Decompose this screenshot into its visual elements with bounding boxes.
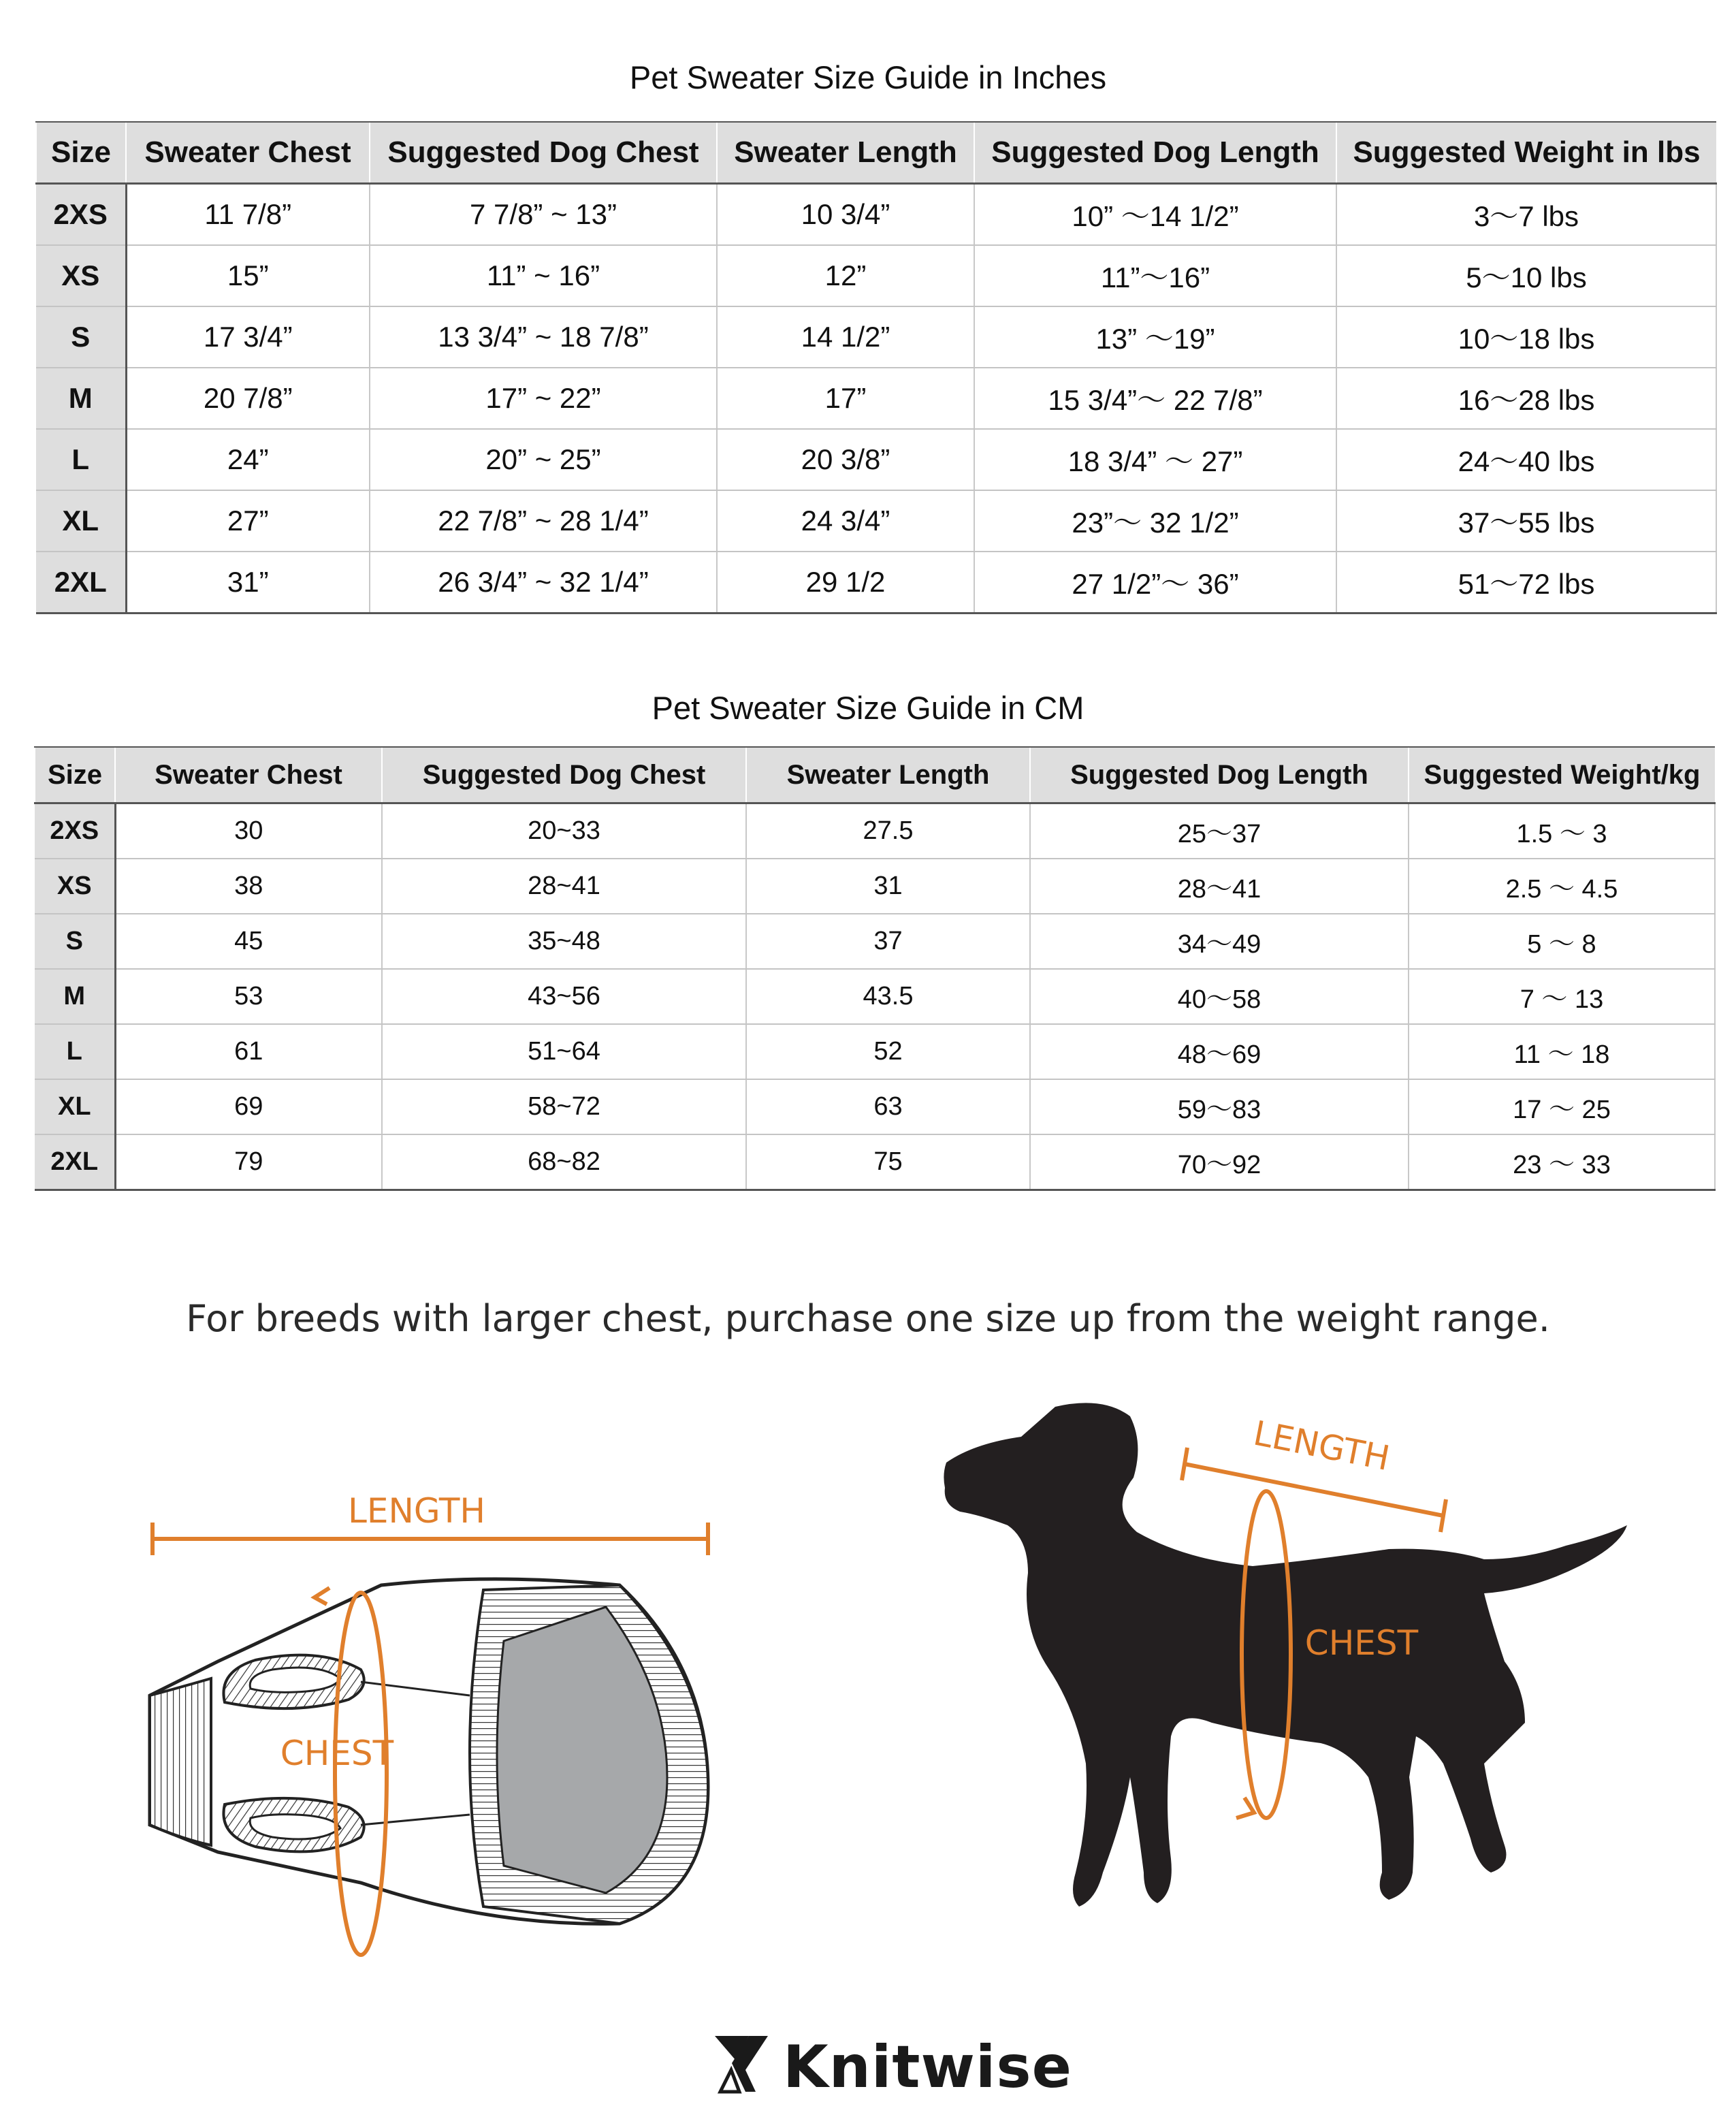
table-cell: 7 ～ 13 [1409, 969, 1715, 1024]
table-cell: 24～40 lbs [1336, 429, 1716, 490]
cm-table-body [35, 803, 1715, 1190]
table-cell: 20” ~ 25” [370, 429, 717, 490]
table-cell: 14 1/2” [717, 306, 974, 368]
table-cell: 63 [746, 1079, 1030, 1134]
table-cell: 28~41 [382, 859, 746, 914]
table-cell: 40～58 [1030, 969, 1409, 1024]
header-row [35, 747, 1715, 803]
table-cell: 37 [746, 914, 1030, 969]
inches-table-header [36, 122, 1716, 184]
column-header: Suggested Dog Length [1030, 747, 1409, 803]
table-row [35, 859, 1715, 914]
size-cell: 2XL [36, 552, 126, 614]
table-cell: 43.5 [746, 969, 1030, 1024]
table-cell: 31 [746, 859, 1030, 914]
table-cell: 13” ～19” [974, 306, 1336, 368]
dog-length-label: LENGTH [1250, 1413, 1393, 1479]
size-cell: M [36, 368, 126, 429]
table-cell: 23 ～ 33 [1409, 1134, 1715, 1190]
table-row [36, 184, 1716, 246]
size-cell: M [35, 969, 115, 1024]
table-cell: 27.5 [746, 803, 1030, 859]
size-cell: L [36, 429, 126, 490]
table-cell: 45 [115, 914, 382, 969]
sweater-diagram [136, 1471, 749, 1947]
size-cell: XL [36, 490, 126, 552]
header-row [36, 122, 1716, 184]
sweater-length-label: LENGTH [348, 1491, 485, 1531]
table-cell: 27” [126, 490, 370, 552]
table-cell: 11” ~ 16” [370, 245, 717, 306]
cm-table-title: Pet Sweater Size Guide in CM [652, 690, 1084, 726]
column-header: Sweater Chest [115, 747, 382, 803]
column-header: Suggested Weight in lbs [1336, 122, 1716, 184]
table-row [36, 429, 1716, 490]
table-cell: 26 3/4” ~ 32 1/4” [370, 552, 717, 614]
table-cell: 3～7 lbs [1336, 184, 1716, 246]
table-cell: 27 1/2”～ 36” [974, 552, 1336, 614]
table-cell: 1.5 ～ 3 [1409, 803, 1715, 859]
size-cell: XL [35, 1079, 115, 1134]
table-cell: 17” [717, 368, 974, 429]
size-cell: L [35, 1024, 115, 1079]
table-cell: 15 3/4”～ 22 7/8” [974, 368, 1336, 429]
sweater-chest-label: CHEST [280, 1734, 394, 1773]
table-cell: 58~72 [382, 1079, 746, 1134]
table-cell: 28～41 [1030, 859, 1409, 914]
table-cell: 35~48 [382, 914, 746, 969]
table-cell: 17 3/4” [126, 306, 370, 368]
table-cell: 61 [115, 1024, 382, 1079]
table-cell: 7 7/8” ~ 13” [370, 184, 717, 246]
brand-name: Knitwise [783, 2033, 1072, 2101]
table-cell: 20~33 [382, 803, 746, 859]
cm-table-header [35, 747, 1715, 803]
table-cell: 31” [126, 552, 370, 614]
table-cell: 5 ～ 8 [1409, 914, 1715, 969]
table-cell: 43~56 [382, 969, 746, 1024]
table-cell: 20 3/8” [717, 429, 974, 490]
inches-size-table [35, 121, 1717, 614]
table-row [35, 1079, 1715, 1134]
table-cell: 24 3/4” [717, 490, 974, 552]
column-header: Suggested Dog Chest [382, 747, 746, 803]
table-cell: 51~64 [382, 1024, 746, 1079]
table-cell: 15” [126, 245, 370, 306]
table-cell: 68~82 [382, 1134, 746, 1190]
cm-size-table [34, 746, 1716, 1191]
table-cell: 22 7/8” ~ 28 1/4” [370, 490, 717, 552]
table-cell: 29 1/2 [717, 552, 974, 614]
table-cell: 16～28 lbs [1336, 368, 1716, 429]
table-cell: 38 [115, 859, 382, 914]
table-cell: 10” ～14 1/2” [974, 184, 1336, 246]
table-row [36, 552, 1716, 614]
size-cell: S [36, 306, 126, 368]
table-cell: 5～10 lbs [1336, 245, 1716, 306]
dog-chest-label: CHEST [1304, 1623, 1419, 1663]
table-row [35, 914, 1715, 969]
column-header: Size [35, 747, 115, 803]
inches-table-body [36, 184, 1716, 614]
table-cell: 17 ～ 25 [1409, 1079, 1715, 1134]
table-cell: 79 [115, 1134, 382, 1190]
table-cell: 11”～16” [974, 245, 1336, 306]
column-header: Size [36, 122, 126, 184]
table-cell: 51～72 lbs [1336, 552, 1716, 614]
table-cell: 30 [115, 803, 382, 859]
table-cell: 37～55 lbs [1336, 490, 1716, 552]
column-header: Sweater Chest [126, 122, 370, 184]
sweater-leg-hole-top [223, 1655, 364, 1708]
size-cell: XS [35, 859, 115, 914]
size-cell: S [35, 914, 115, 969]
dog-diagram [939, 1396, 1647, 1968]
table-cell: 2.5 ～ 4.5 [1409, 859, 1715, 914]
table-row [35, 969, 1715, 1024]
table-cell: 25～37 [1030, 803, 1409, 859]
table-cell: 59～83 [1030, 1079, 1409, 1134]
table-cell: 52 [746, 1024, 1030, 1079]
table-cell: 34～49 [1030, 914, 1409, 969]
sweater-neck-cuff [150, 1678, 211, 1845]
table-cell: 75 [746, 1134, 1030, 1190]
column-header: Suggested Weight/kg [1409, 747, 1715, 803]
column-header: Sweater Length [746, 747, 1030, 803]
column-header: Sweater Length [717, 122, 974, 184]
table-cell: 24” [126, 429, 370, 490]
table-cell: 12” [717, 245, 974, 306]
table-row [36, 490, 1716, 552]
table-cell: 48～69 [1030, 1024, 1409, 1079]
table-cell: 17” ~ 22” [370, 368, 717, 429]
table-row [35, 1024, 1715, 1079]
table-row [36, 368, 1716, 429]
table-row [35, 1134, 1715, 1190]
dog-silhouette [944, 1403, 1627, 1907]
inches-table-title: Pet Sweater Size Guide in Inches [629, 59, 1107, 95]
table-cell: 69 [115, 1079, 382, 1134]
table-row [35, 803, 1715, 859]
brand-logo [708, 2029, 1072, 2104]
table-row [36, 306, 1716, 368]
table-cell: 11 7/8” [126, 184, 370, 246]
table-row [36, 245, 1716, 306]
table-cell: 13 3/4” ~ 18 7/8” [370, 306, 717, 368]
sizing-note: For breeds with larger chest, purchase one size up from the weight range. [186, 1297, 1550, 1340]
table-cell: 20 7/8” [126, 368, 370, 429]
size-cell: XS [36, 245, 126, 306]
column-header: Suggested Dog Chest [370, 122, 717, 184]
table-cell: 11 ～ 18 [1409, 1024, 1715, 1079]
table-cell: 53 [115, 969, 382, 1024]
size-cell: 2XL [35, 1134, 115, 1190]
table-cell: 23”～ 32 1/2” [974, 490, 1336, 552]
table-cell: 10～18 lbs [1336, 306, 1716, 368]
table-cell: 18 3/4” ～ 27” [974, 429, 1336, 490]
column-header: Suggested Dog Length [974, 122, 1336, 184]
sweater-leg-hole-bottom [223, 1798, 364, 1851]
size-cell: 2XS [36, 184, 126, 246]
knitwise-logo-icon [708, 2029, 776, 2097]
size-cell: 2XS [35, 803, 115, 859]
table-cell: 70～92 [1030, 1134, 1409, 1190]
table-cell: 10 3/4” [717, 184, 974, 246]
